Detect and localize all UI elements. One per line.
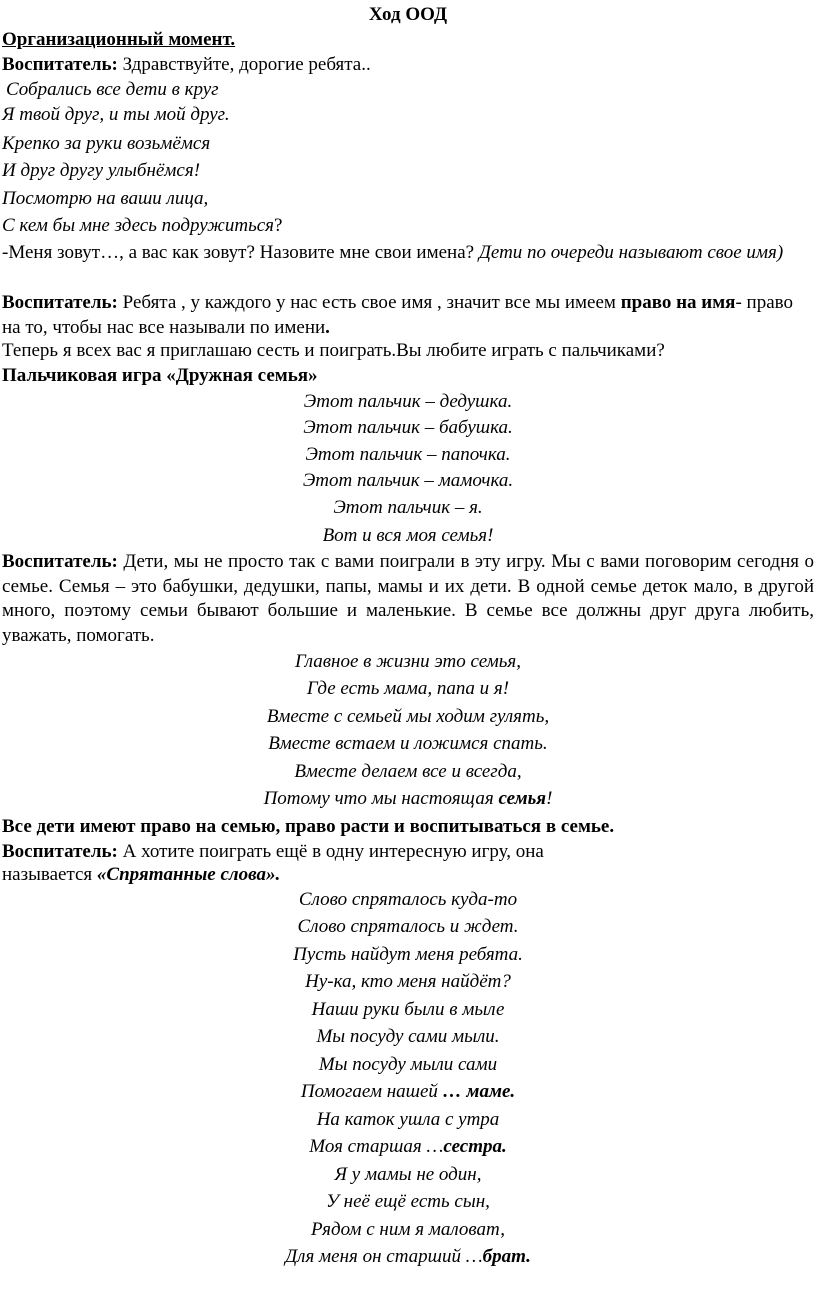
names-paragraph (2, 240, 812, 265)
speaker-label: Воспитатель: (2, 54, 118, 75)
hidden-words-intro (2, 839, 544, 864)
riddle2-text: Моя старшая … (309, 1136, 444, 1157)
finger-game-line: Этот пальчик – мамочка. (302, 470, 514, 491)
riddle-answer-line (0, 1244, 816, 1269)
riddle-answer-line (0, 1079, 816, 1104)
finger-game-line: Вот и вся моя семья! (322, 525, 494, 546)
family-poem-line: Где есть мама, папа и я! (306, 678, 510, 699)
family-poem-line (0, 786, 816, 811)
family-poem-line: Вместе делаем все и всегда, (294, 761, 522, 782)
finger-game-line: Этот пальчик – бабушка. (303, 417, 513, 438)
family-poem-last-c: ! (546, 788, 553, 809)
poem-line: Я твой друг, и ты мой друг. (2, 104, 230, 125)
right-to-name: право на имя (620, 292, 736, 313)
poem-line: Собрались все дети в круг (6, 79, 219, 100)
names-prompt: -Меня зовут…, а вас как зовут? Назовите мне свои имена? (2, 242, 479, 263)
hidden-words-poem-line: Ну-ка, кто меня найдёт? (305, 971, 511, 992)
hidden-words-intro2-text: называется (2, 864, 97, 885)
riddle3-text: Для меня он старший … (285, 1246, 483, 1267)
hidden-words-intro-2 (2, 862, 280, 887)
speaker-label: Воспитатель: (2, 292, 118, 313)
poem-line: Посмотрю на ваши лица, (2, 188, 209, 209)
speaker-label: Воспитатель: (2, 551, 118, 572)
poem-line-mark: ? (273, 215, 283, 236)
game-name: «Спрятанные слова». (96, 864, 281, 885)
finger-game-line: Этот пальчик – дедушка. (303, 391, 513, 412)
riddle2-answer: сестра. (443, 1136, 507, 1157)
hidden-words-poem-line: Мы посуду мыли сами (318, 1054, 498, 1075)
family-paragraph (2, 550, 814, 648)
finger-game-heading: Пальчиковая игра «Дружная семья» (2, 365, 318, 386)
document-title: Ход ООД (368, 4, 448, 25)
family-poem-line: Главное в жизни это семья, (294, 651, 522, 672)
riddle1-answer: … маме. (442, 1081, 516, 1102)
riddle-line: На каток ушла с утра (316, 1109, 500, 1130)
hidden-words-poem-line: Слово спряталось и ждет. (297, 916, 519, 937)
greeting-text: Здравствуйте, дорогие ребята.. (117, 54, 371, 75)
hidden-words-poem-line: Мы посуду сами мыли. (316, 1026, 500, 1047)
rights-statement: Все дети имеют право на семью, право расти и воспитываться в семье. (2, 816, 615, 837)
poem-line-text: С кем бы мне здесь подружиться (2, 215, 274, 236)
hidden-words-poem-line: Пусть найдут меня ребята. (293, 944, 523, 965)
riddle3-answer: брат. (482, 1246, 531, 1267)
names-dot: . (325, 317, 330, 338)
section-heading: Организационный момент. (2, 29, 236, 50)
names-text-a: Ребята , у каждого у нас есть свое имя , значит все мы имеем (117, 292, 621, 313)
family-poem-last-a: Потому что мы настоящая (263, 788, 499, 809)
poem-line (2, 213, 282, 238)
speaker-label: Воспитатель: (2, 841, 118, 862)
invite-line: Теперь я всех вас я приглашаю сесть и поиграть.Вы любите играть с пальчиками? (2, 340, 665, 361)
greeting-line (2, 52, 371, 77)
riddle-line: Рядом с ним я маловат, (311, 1219, 505, 1240)
names-note: Дети по очереди называют свое имя) (478, 242, 784, 263)
family-poem-line: Вместе с семьей мы ходим гулять, (266, 706, 550, 727)
riddle-line: У неё ещё есть сын, (326, 1191, 490, 1212)
hidden-words-poem-line: Слово спряталось куда-то (298, 889, 518, 910)
poem-line: И друг другу улыбнёмся! (2, 160, 201, 181)
riddle-line: Я у мамы не один, (334, 1164, 482, 1185)
riddle-answer-line (0, 1134, 816, 1159)
finger-game-line: Этот пальчик – папочка. (305, 444, 511, 465)
poem-line: Крепко за руки возьмёмся (2, 133, 211, 154)
names-text-b: - право на то, чтобы нас все называли по имени (2, 292, 793, 338)
hidden-words-intro-text: А хотите поиграть ещё в одну интересную игру, она (117, 841, 544, 862)
family-poem-line: Вместе встаем и ложимся спать. (268, 733, 548, 754)
right-to-name-paragraph (2, 290, 812, 340)
hidden-words-poem-line: Наши руки были в мыле (311, 999, 505, 1020)
family-poem-last-b: семья (498, 788, 547, 809)
finger-game-line: Этот пальчик – я. (333, 497, 483, 518)
riddle1-text: Помогаем нашей (300, 1081, 443, 1102)
family-text: Дети, мы не просто так с вами поиграли в эту игру. Мы с вами поговорим сегодня о семье. Семья – это бабушки, дедушки, папы, мамы и их дети. В одной семье деток мало, в другой много, поэтому семьи бывают большие и маленькие. В семье все должны друг друга любить, уважать, помогать. (2, 551, 814, 646)
